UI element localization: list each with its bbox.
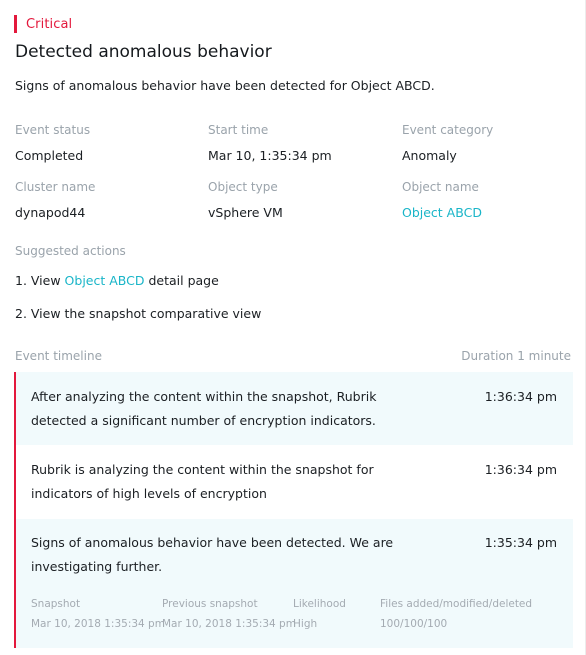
severity-indicator-bar xyxy=(14,15,17,33)
object-type-label: Object type xyxy=(208,180,278,194)
timeline-duration: Duration 1 minute xyxy=(461,349,571,363)
cluster-name-label: Cluster name xyxy=(15,180,96,194)
timeline-event-text: After analyzing the content within the snapshot, Rubrik detected a significant number of encryption indicators. xyxy=(31,389,377,428)
files-changed-value: 100/100/100 xyxy=(380,618,448,630)
previous-snapshot-value: Mar 10, 2018 1:35:34 pm xyxy=(162,618,296,630)
timeline-event-text: Rubrik is analyzing the content within the snapshot for indicators of high levels of encryption xyxy=(31,462,374,501)
snapshot-label: Snapshot xyxy=(31,598,81,610)
object-abcd-link[interactable]: Object ABCD xyxy=(64,273,145,288)
suggested-action-1 xyxy=(15,273,219,288)
timeline-event xyxy=(16,519,573,648)
likelihood-label: Likelihood xyxy=(293,598,346,610)
event-status-label: Event status xyxy=(15,123,91,137)
event-category-label: Event category xyxy=(402,123,494,137)
event-timeline xyxy=(14,372,573,648)
suggested-actions-label: Suggested actions xyxy=(15,244,126,258)
timeline-event-time: 1:36:34 pm xyxy=(484,462,557,477)
event-status-value: Completed xyxy=(15,148,84,163)
suggested-action-1-suffix: detail page xyxy=(144,273,219,288)
start-time-value: Mar 10, 1:35:34 pm xyxy=(208,148,332,163)
event-title: Detected anomalous behavior xyxy=(15,42,272,62)
files-changed-label: Files added/modified/deleted xyxy=(380,598,533,610)
event-category-value: Anomaly xyxy=(402,148,457,163)
event-timeline-label: Event timeline xyxy=(15,349,102,363)
event-description: Signs of anomalous behavior have been detected for Object ABCD. xyxy=(15,78,435,93)
likelihood-value: High xyxy=(293,618,318,630)
start-time-label: Start time xyxy=(208,123,269,137)
object-type-value: vSphere VM xyxy=(208,205,283,220)
previous-snapshot-label: Previous snapshot xyxy=(162,598,258,610)
snapshot-value: Mar 10, 2018 1:35:34 pm xyxy=(31,618,165,630)
severity-label: Critical xyxy=(26,16,73,32)
object-name-link[interactable]: Object ABCD xyxy=(402,205,482,220)
timeline-event-time: 1:35:34 pm xyxy=(484,535,557,550)
suggested-action-1-prefix: 1. View xyxy=(15,273,65,288)
timeline-event-text: Signs of anomalous behavior have been detected. We are investigating further. xyxy=(31,535,394,574)
timeline-event xyxy=(16,372,573,445)
timeline-event-time: 1:36:34 pm xyxy=(484,389,557,404)
cluster-name-value: dynapod44 xyxy=(15,205,86,220)
severity-badge xyxy=(14,15,72,33)
suggested-action-2: 2. View the snapshot comparative view xyxy=(15,306,262,321)
timeline-event xyxy=(16,445,573,519)
object-name-label: Object name xyxy=(402,180,479,194)
